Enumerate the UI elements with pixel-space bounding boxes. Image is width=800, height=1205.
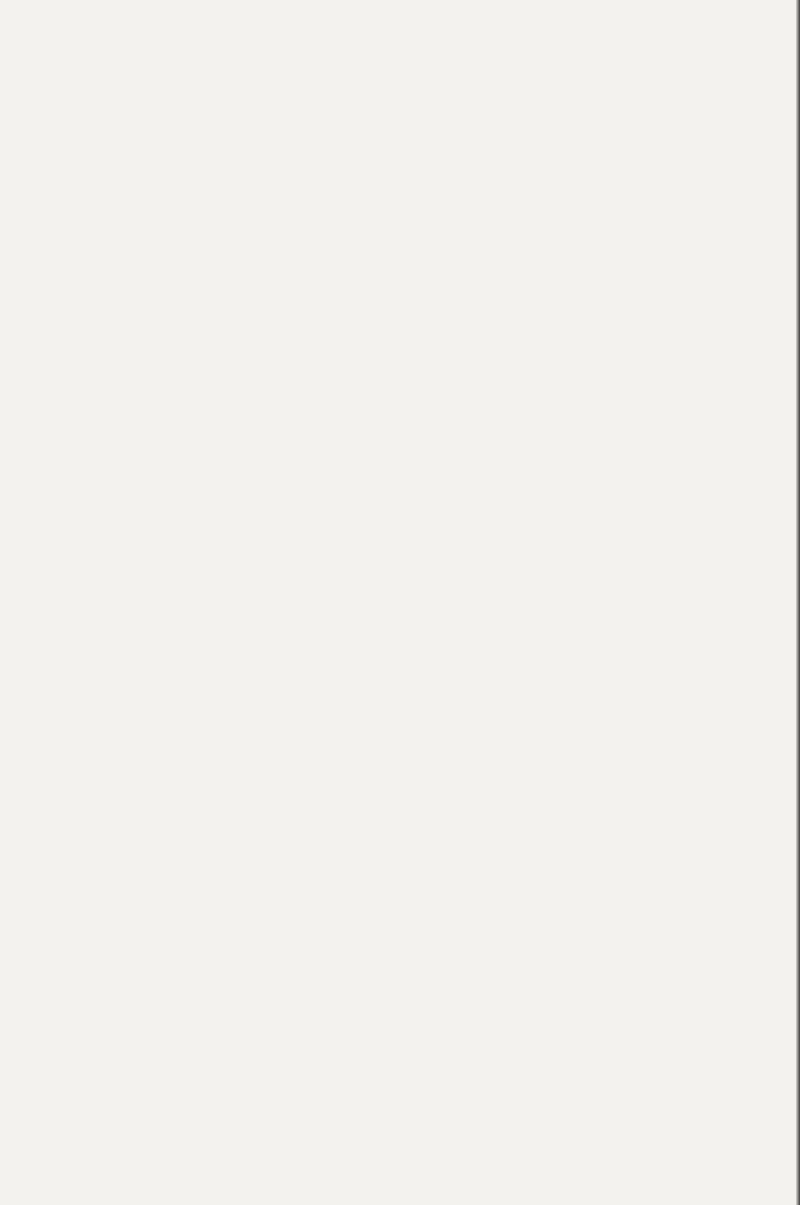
- page-edge-shadow: [796, 0, 800, 1205]
